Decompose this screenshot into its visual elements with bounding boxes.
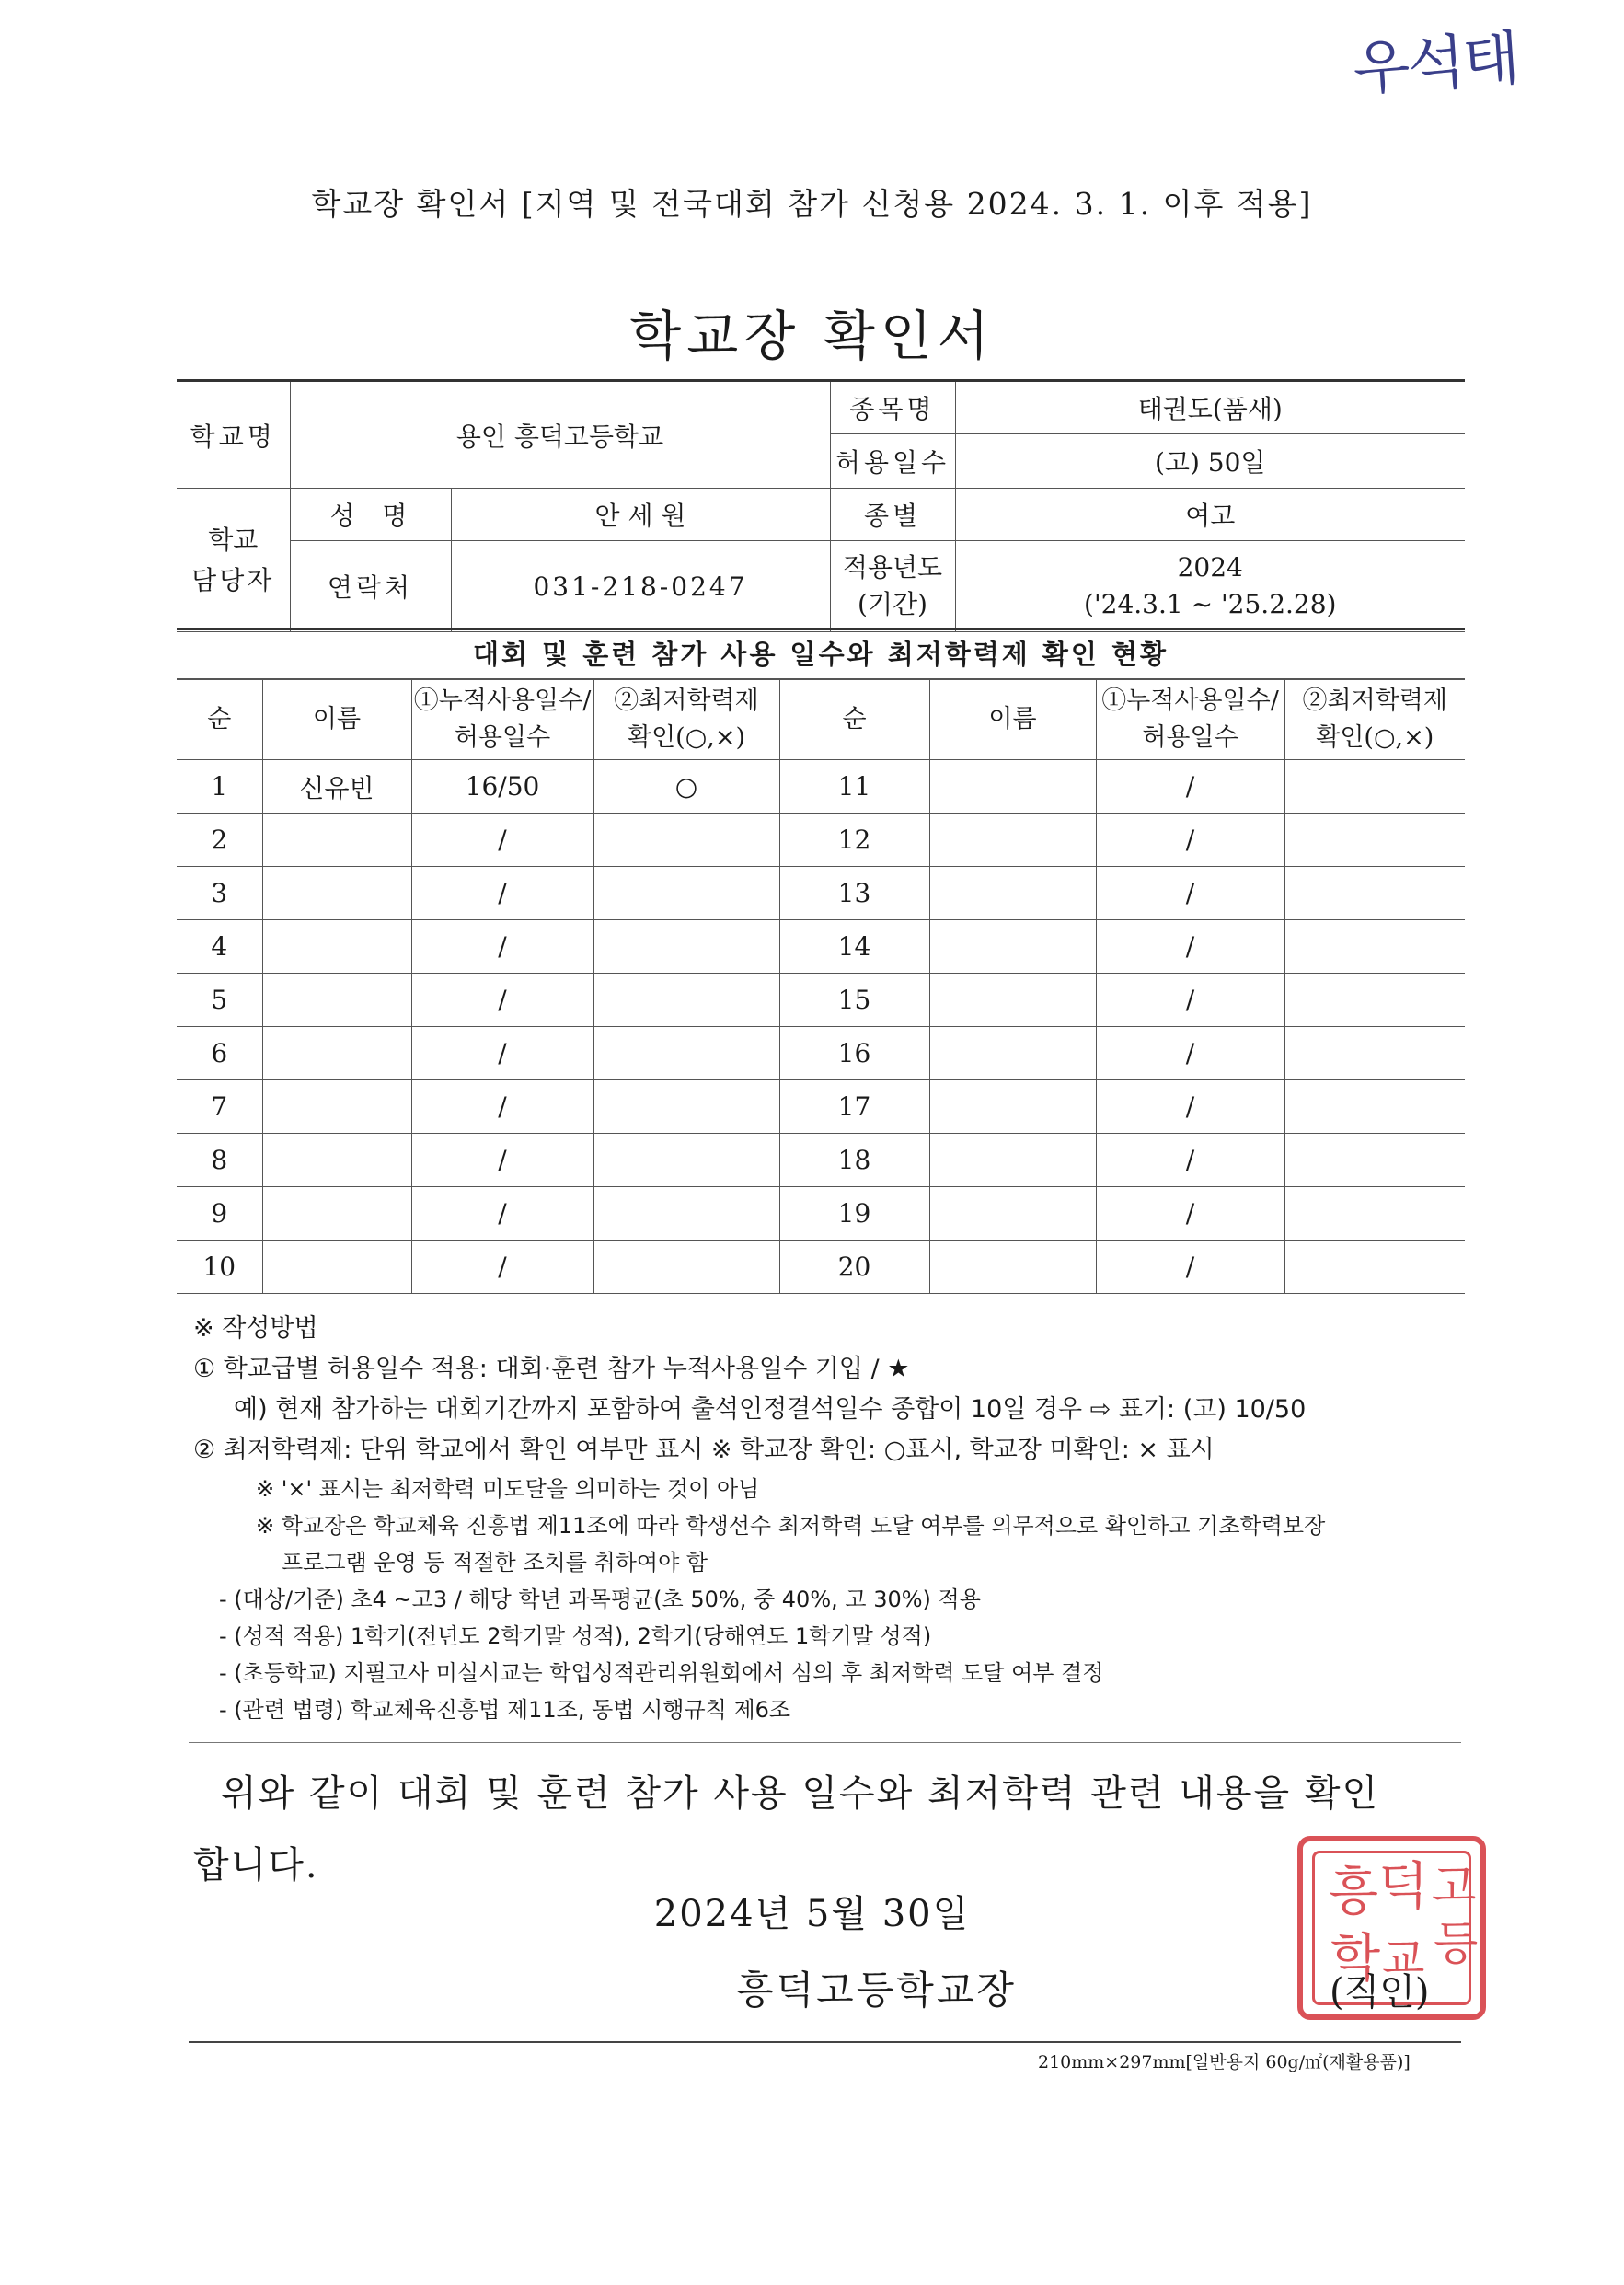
table-row — [177, 867, 1465, 920]
row-days: / — [411, 814, 593, 867]
row-name — [262, 1134, 411, 1187]
year-label — [830, 541, 955, 632]
handwritten-annotation: 우석태 — [1351, 24, 1521, 105]
row-number: 7 — [177, 1080, 262, 1134]
bottom-rule — [189, 2041, 1461, 2043]
seal-glyph: 등 — [1434, 1917, 1479, 1970]
col-days-left — [411, 680, 593, 760]
row-days: / — [411, 1241, 593, 1294]
table-row — [177, 814, 1465, 867]
row-days: / — [1096, 1080, 1284, 1134]
col-name-right: 이름 — [929, 680, 1096, 760]
row-check — [1284, 760, 1465, 814]
confirmation-line-2: 합니다. — [193, 1844, 319, 1887]
seal-glyph: 학 — [1330, 1929, 1381, 1989]
row-name — [929, 1134, 1096, 1187]
col-days-right-line2: 허용일수 — [1142, 723, 1238, 752]
signature-date: 2024년 5월 30일 — [653, 1893, 971, 1935]
col-check-left-line2: 확인(○,×) — [628, 723, 745, 752]
row-number: 8 — [177, 1134, 262, 1187]
note-bullet-3: - (초등학교) 지필고사 미실시교는 학업성적관리위원회에서 심의 후 최저학력 도달 여부 결정 — [219, 1660, 1104, 1686]
principal-title: 흥덕고등학교장 — [736, 1968, 1018, 2013]
row-name — [262, 1080, 411, 1134]
year-label-line2: (기간) — [858, 589, 927, 619]
table-row — [177, 1241, 1465, 1294]
row-days: / — [411, 974, 593, 1027]
row-check — [593, 814, 779, 867]
row-number: 19 — [779, 1187, 929, 1241]
row-number: 10 — [177, 1241, 262, 1294]
note-item-2-sub1: ※ '×' 표시는 최저학력 미도달을 의미하는 것이 아님 — [256, 1476, 760, 1502]
row-number: 14 — [779, 920, 929, 974]
row-name — [929, 1027, 1096, 1080]
row-name — [929, 867, 1096, 920]
row-days: / — [411, 1027, 593, 1080]
row-name — [262, 867, 411, 920]
row-number: 18 — [779, 1134, 929, 1187]
row-check — [1284, 1027, 1465, 1080]
info-table — [177, 379, 1465, 632]
row-number: 11 — [779, 760, 929, 814]
row-name — [262, 814, 411, 867]
note-item-2: ② 최저학력제: 단위 학교에서 확인 여부만 표시 ※ 학교장 확인: ○표시, 학교장 미확인: × 표시 — [193, 1436, 1215, 1464]
row-days: / — [411, 867, 593, 920]
note-item-2-sub2: ※ 학교장은 학교체육 진흥법 제11조에 따라 학생선수 최저학력 도달 여부를 의무적으로 확인하고 기초학력보장 — [256, 1513, 1326, 1539]
row-check — [593, 867, 779, 920]
row-number: 5 — [177, 974, 262, 1027]
row-number: 15 — [779, 974, 929, 1027]
section-heading: 대회 및 훈련 참가 사용 일수와 최저학력제 확인 현황 — [177, 628, 1465, 679]
note-bullet-1: - (대상/기준) 초4 ~고3 / 해당 학년 과목평균(초 50%, 중 40%, 고 30%) 적용 — [219, 1587, 981, 1612]
col-check-left-line1: ②최저학력제 — [614, 687, 759, 715]
sport-value: 태권도(품새) — [955, 381, 1465, 434]
col-check-right-line1: ②최저학력제 — [1302, 687, 1447, 715]
row-days: / — [1096, 920, 1284, 974]
row-days: / — [1096, 867, 1284, 920]
row-name — [929, 760, 1096, 814]
row-number: 2 — [177, 814, 262, 867]
row-days: / — [1096, 760, 1284, 814]
row-number: 17 — [779, 1080, 929, 1134]
seal-mark: (직인) — [1330, 1971, 1430, 2014]
row-check — [593, 1027, 779, 1080]
row-days: / — [411, 1187, 593, 1241]
staff-name-label: 성 명 — [290, 489, 451, 541]
paper-spec: 210mm×297mm[일반용지 60g/㎡(재활용품)] — [1038, 2052, 1411, 2072]
row-days: / — [1096, 1241, 1284, 1294]
row-name — [262, 974, 411, 1027]
row-number: 1 — [177, 760, 262, 814]
note-bullet-4: - (관련 법령) 학교체육진흥법 제11조, 동법 시행규칙 제6조 — [219, 1697, 791, 1723]
row-name — [929, 920, 1096, 974]
row-number: 20 — [779, 1241, 929, 1294]
staff-name-value: 안 세 원 — [451, 489, 830, 541]
table-row — [177, 760, 1465, 814]
row-check — [1284, 814, 1465, 867]
col-days-left-line2: 허용일수 — [454, 723, 551, 752]
row-check — [1284, 920, 1465, 974]
col-days-right — [1096, 680, 1284, 760]
row-check — [593, 974, 779, 1027]
row-number: 13 — [779, 867, 929, 920]
row-name — [929, 814, 1096, 867]
staff-label-line1: 학교 — [208, 524, 259, 555]
row-name — [262, 1241, 411, 1294]
staff-label — [177, 489, 290, 632]
row-check — [1284, 1134, 1465, 1187]
row-number: 16 — [779, 1027, 929, 1080]
year-label-line1: 적용년도 — [842, 552, 943, 583]
row-number: 9 — [177, 1187, 262, 1241]
row-check — [593, 1080, 779, 1134]
row-check — [1284, 1080, 1465, 1134]
row-check — [593, 920, 779, 974]
row-name — [262, 1027, 411, 1080]
table-row — [177, 920, 1465, 974]
form-header: 학교장 확인서 [지역 및 전국대회 참가 신청용 2024. 3. 1. 이후 적용] — [311, 186, 1313, 222]
row-days: / — [1096, 974, 1284, 1027]
col-days-right-line1: ①누적사용일수/ — [1101, 687, 1279, 715]
note-item-1: ① 학교급별 허용일수 적용: 대회·훈련 참가 누적사용일수 기입 / ★ — [193, 1355, 910, 1383]
year-value — [955, 541, 1465, 632]
row-days: / — [1096, 1134, 1284, 1187]
row-check — [593, 1134, 779, 1187]
category-value: 여고 — [955, 489, 1465, 541]
confirmation-line-1: 위와 같이 대회 및 훈련 참가 사용 일수와 최저학력 관련 내용을 확인 — [221, 1772, 1380, 1815]
row-name — [262, 920, 411, 974]
row-name — [262, 1187, 411, 1241]
row-check — [593, 1187, 779, 1241]
row-days: 16/50 — [411, 760, 593, 814]
row-number: 3 — [177, 867, 262, 920]
table-row — [177, 1134, 1465, 1187]
school-name-label: 학교명 — [177, 381, 290, 489]
col-no-right: 순 — [779, 680, 929, 760]
note-item-2-sub2-cont: 프로그램 운영 등 적절한 조치를 취하여야 함 — [282, 1550, 708, 1575]
table-row — [177, 974, 1465, 1027]
row-number: 4 — [177, 920, 262, 974]
row-days: / — [411, 1080, 593, 1134]
usage-table — [177, 679, 1465, 1294]
col-check-right-line2: 확인(○,×) — [1316, 723, 1434, 752]
row-name: 신유빈 — [262, 760, 411, 814]
row-days: / — [1096, 1027, 1284, 1080]
row-name — [929, 974, 1096, 1027]
row-days: / — [1096, 814, 1284, 867]
document-title: 학교장 확인서 — [629, 305, 995, 367]
table-row — [177, 1027, 1465, 1080]
divider — [189, 1742, 1461, 1743]
confirmation-statement — [193, 1758, 1454, 1901]
row-check — [1284, 1187, 1465, 1241]
row-check — [1284, 974, 1465, 1027]
row-days: / — [411, 1134, 593, 1187]
col-check-left — [593, 680, 779, 760]
usage-table-body — [177, 760, 1465, 1294]
row-name — [929, 1241, 1096, 1294]
row-number: 12 — [779, 814, 929, 867]
seal-glyph: 교 — [1382, 1933, 1425, 1985]
note-bullet-2: - (성적 적용) 1학기(전년도 2학기말 성적), 2학기(당해연도 1학기말 성적) — [219, 1623, 932, 1649]
row-days: / — [411, 920, 593, 974]
writing-instructions — [193, 1309, 1481, 1728]
col-name-left: 이름 — [262, 680, 411, 760]
seal-glyph: 흥 — [1329, 1863, 1379, 1922]
table-row — [177, 1080, 1465, 1134]
row-name — [929, 1080, 1096, 1134]
seal-glyph: 덕 — [1378, 1857, 1429, 1917]
col-no-left: 순 — [177, 680, 262, 760]
row-check — [593, 1241, 779, 1294]
row-check: ○ — [593, 760, 779, 814]
seal-glyph: 고 — [1432, 1860, 1477, 1913]
year-period: ('24.3.1 ~ '25.2.28) — [1084, 589, 1337, 619]
notes-heading: ※ 작성방법 — [193, 1314, 318, 1343]
row-days: / — [1096, 1187, 1284, 1241]
row-name — [929, 1187, 1096, 1241]
category-label: 종별 — [830, 489, 955, 541]
year-value-line1: 2024 — [1177, 552, 1243, 583]
allowed-days-value: (고) 50일 — [955, 434, 1465, 489]
contact-value: 031-218-0247 — [451, 541, 830, 632]
row-check — [1284, 867, 1465, 920]
staff-label-line2: 담당자 — [191, 564, 275, 595]
row-check — [1284, 1241, 1465, 1294]
school-name-value: 용인 흥덕고등학교 — [290, 381, 830, 489]
note-item-1-example: 예) 현재 참가하는 대회기간까지 포함하여 출석인정결석일수 종합이 10일 경우 ⇨ 표기: (고) 10/50 — [234, 1395, 1307, 1424]
allowed-days-label: 허용일수 — [830, 434, 955, 489]
col-days-left-line1: ①누적사용일수/ — [413, 687, 592, 715]
contact-label: 연락처 — [290, 541, 451, 632]
table-row — [177, 1187, 1465, 1241]
row-number: 6 — [177, 1027, 262, 1080]
sport-label: 종목명 — [830, 381, 955, 434]
col-check-right — [1284, 680, 1465, 760]
